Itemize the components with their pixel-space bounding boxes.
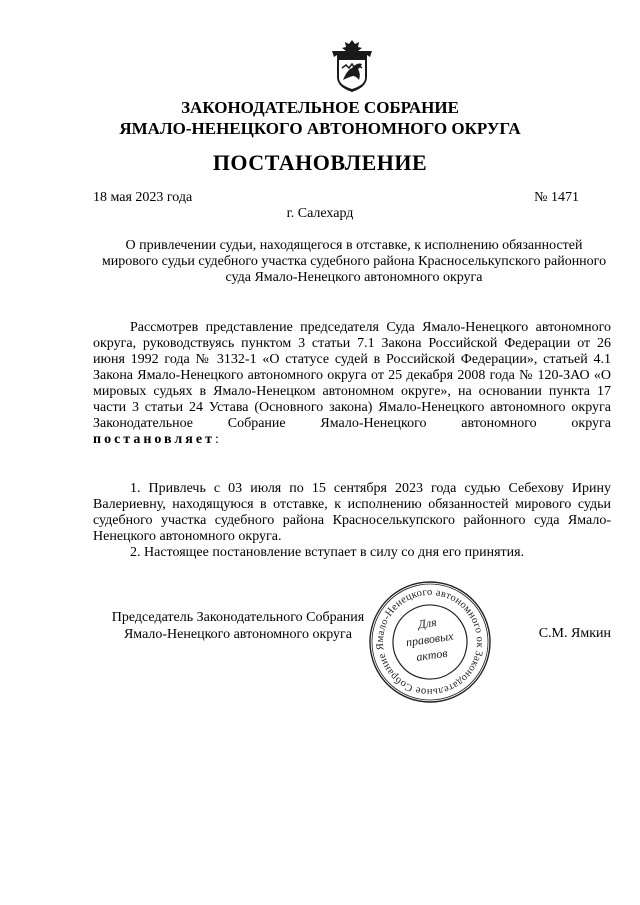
signatory-name: С.М. Ямкин [538, 626, 611, 641]
resolution-keyword: постановляет [93, 432, 215, 447]
resolution-keyword-suffix: : [214, 432, 219, 447]
document-subject: О привлечении судьи, находящегося в отставке, к исполнению обязанностей мирового судьи судебного участка судебного района Красноселькупского районного суда Ямало-Ненецкого автономного округа [101, 238, 607, 285]
resolution-item-2: 2. Настоящее постановление вступает в силу со дня его принятия. [130, 545, 525, 560]
stamp-center-line1: Для [417, 614, 438, 632]
document-type-heading: ПОСТАНОВЛЕНИЕ [212, 150, 428, 175]
document-number: № 1471 [534, 190, 579, 205]
preamble-paragraph [93, 320, 611, 448]
document-date: 18 мая 2023 года [93, 190, 193, 205]
preamble-text: Рассмотрев представление председателя Суда Ямало-Ненецкого автономного округа, руководствуясь пунктом 3 статьи 7.1 Закона Российской Федерации от 26 июня 1992 года № 3132-1 «О статусе судей в Российской Федерации», статьей 4.1 Закона Ямало-Ненецкого автономного округа от 25 декабря 2008 года № 120-ЗАО «О мировых судьях в Ямало-Ненецком автономном округе», на основании пункта 17 части 3 статьи 24 Устава (Основного закона) Ямало-Ненецкого автономного округа Законодательное Собрание Ямало-Ненецкого автономного округа [93, 320, 611, 431]
signatory-title: Председатель Законодательного Собрания Ямало-Ненецкого автономного округа [111, 610, 365, 642]
stamp-center-line2: правовых [404, 628, 455, 650]
stamp-center-line3: актов [415, 645, 449, 664]
organization-name-line1: ЗАКОНОДАТЕЛЬНОЕ СОБРАНИЕ [181, 98, 459, 117]
resolution-item-1: 1. Привлечь с 03 июля по 15 сентября 2023 года судью Себехову Ирину Валериевну, находящуюся в отставке, к исполнению обязанностей мирового судьи судебного участка судебного района Красноселькупского районного суда Ямало-Ненецкого автономного округа. [93, 481, 611, 544]
official-stamp [365, 577, 495, 707]
organization-name-line2: ЯМАЛО-НЕНЕЦКОГО АВТОНОМНОГО ОКРУГА [119, 119, 521, 138]
stamp-ring-text: Законодательное Собрание Ямало-Ненецкого автономного округа [374, 586, 486, 698]
document-city: г. Салехард [286, 206, 354, 221]
coat-of-arms-icon [330, 38, 374, 94]
